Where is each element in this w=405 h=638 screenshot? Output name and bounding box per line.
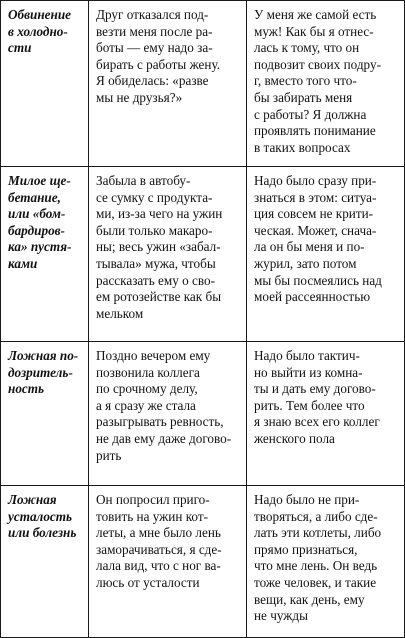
better-reaction-text: Надо было не при- творяться, а либо сде- лать эти котлеты, либо прямо признаться, что мне лень. Он ведь тоже человек, и такие вещи, как день, ему не чужды — [254, 492, 382, 624]
table-row — [1, 342, 405, 486]
situation-cell — [1, 486, 89, 638]
what-happened-cell — [89, 1, 247, 167]
better-reaction-text: Надо было сразу при- знаться в этом: ситуа- ция совсем не крити- ческая. Может, снача- ла он бы меня и по- журил, зато потом мы бы посмеялись над моей рассеянностью — [254, 173, 382, 305]
better-reaction-text: У меня же самой есть муж! Как бы я отнес- лась к тому, что он подвозит своих подру- г, вместо того что- бы забирать меня с работы? Я должна проявлять понимание в таких вопросах — [254, 7, 381, 155]
better-reaction-text: Надо было тактич- но выйти из комна- ты и дать ему догово- рить. Тем более что я знаю всех его коллег женского пола — [254, 348, 380, 446]
what-happened-cell — [89, 342, 247, 486]
what-happened-text: Поздно вечером ему позвонила коллега по срочному делу, а я сразу же стала разыгрывать ревность, не дав ему даже догово- рить — [96, 348, 232, 463]
situation-text: Милое ще- бетание, или «бом- бардиров- ка» пустя- ками — [8, 173, 72, 271]
what-happened-text: Забыла в автобу- се сумку с продукта- ми, из-за чего на ужин были только макаро- ны; весь ужин «забал- тывала» мужа, чтобы рассказать ему о сво- ем ротозействе как бы мельком — [96, 173, 223, 321]
what-happened-text: Он попросил приго- товить на ужин кот- леты, а мне было лень заморачиваться, я сде- лала вид, что с ног ва- люсь от усталости — [96, 492, 222, 590]
table-row — [1, 167, 405, 342]
situation-text: Ложная усталость или болезнь — [8, 492, 77, 541]
situation-text: Ложная по- дозритель- ность — [8, 348, 79, 397]
what-happened-text: Друг отказался под- везти меня после ра- боты — ему надо за- бирать с работы жену. Я обиделась: «разве мы не друзья?» — [96, 7, 221, 105]
better-reaction-cell — [247, 342, 405, 486]
situation-cell — [1, 1, 89, 167]
what-happened-cell — [89, 167, 247, 342]
better-reaction-cell — [247, 1, 405, 167]
situation-cell — [1, 167, 89, 342]
better-reaction-cell — [247, 167, 405, 342]
better-reaction-cell — [247, 486, 405, 638]
situation-cell — [1, 342, 89, 486]
table-row — [1, 486, 405, 638]
what-happened-cell — [89, 486, 247, 638]
table-row — [1, 1, 405, 167]
situation-text: Обвинение в холодно- сти — [8, 7, 72, 56]
